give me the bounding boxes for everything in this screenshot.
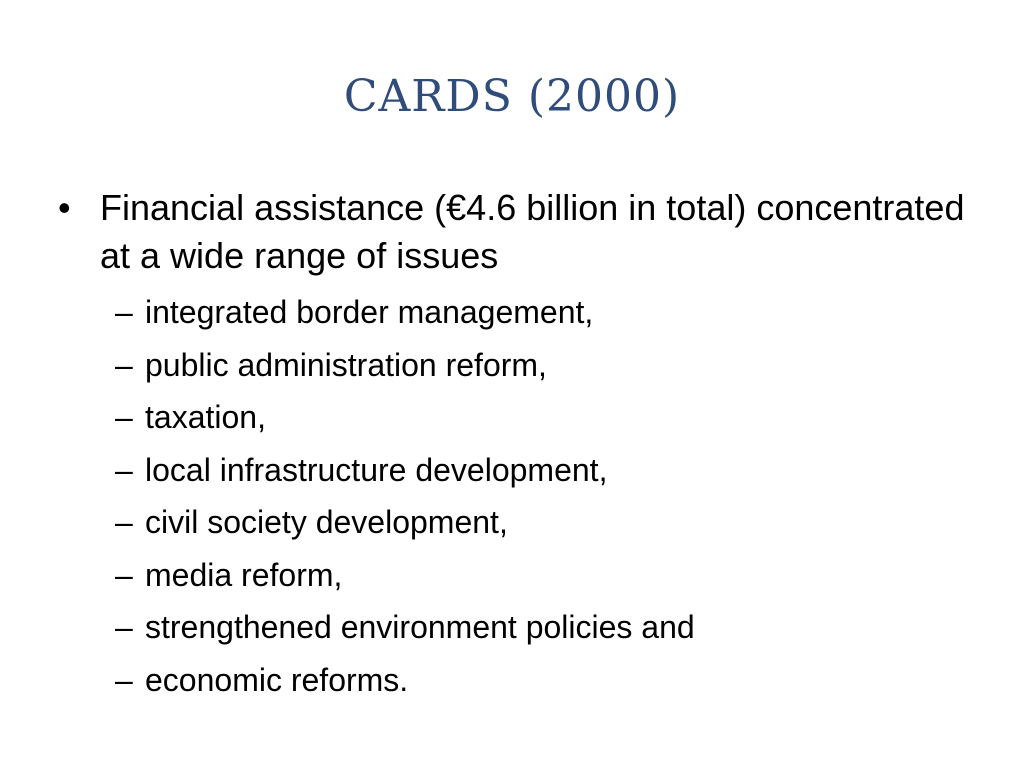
dash-icon: – [115, 609, 133, 645]
sub-bullet-text: media reform, [145, 556, 343, 593]
sub-bullet-text: economic reforms. [145, 661, 409, 698]
dash-icon: – [115, 504, 133, 540]
sub-bullet-item [115, 391, 998, 444]
dash-icon: – [115, 346, 133, 383]
dash-icon: – [115, 661, 133, 698]
bullet-icon: • [58, 187, 71, 228]
dash-icon: – [115, 294, 133, 330]
main-bullet [58, 184, 998, 280]
dash-icon: – [115, 451, 133, 488]
sub-bullet-item [115, 496, 998, 549]
sub-bullet-item [115, 549, 998, 602]
sub-bullet-item [115, 286, 998, 339]
sub-bullet-text: taxation, [145, 399, 266, 435]
sub-bullet-item [115, 601, 998, 654]
sub-bullet-text: civil society development, [145, 504, 508, 540]
dash-icon: – [115, 399, 133, 435]
sub-bullet-text: integrated border management, [145, 294, 594, 330]
sub-bullet-item [115, 339, 998, 392]
sub-bullet-item [115, 444, 998, 497]
main-bullet-text: Financial assistance (€4.6 billion in total) concentrated at a wide range of issues [100, 187, 965, 276]
sub-bullet-item [115, 654, 998, 707]
sub-bullet-text: local infrastructure development, [145, 451, 608, 488]
slide-title: CARDS (2000) [343, 71, 681, 122]
dash-icon: – [115, 556, 133, 593]
sub-bullet-text: public administration reform, [145, 346, 547, 383]
sub-bullet-list [58, 286, 998, 706]
slide-content [58, 184, 998, 706]
sub-bullet-text: strengthened environment policies and [145, 609, 695, 645]
